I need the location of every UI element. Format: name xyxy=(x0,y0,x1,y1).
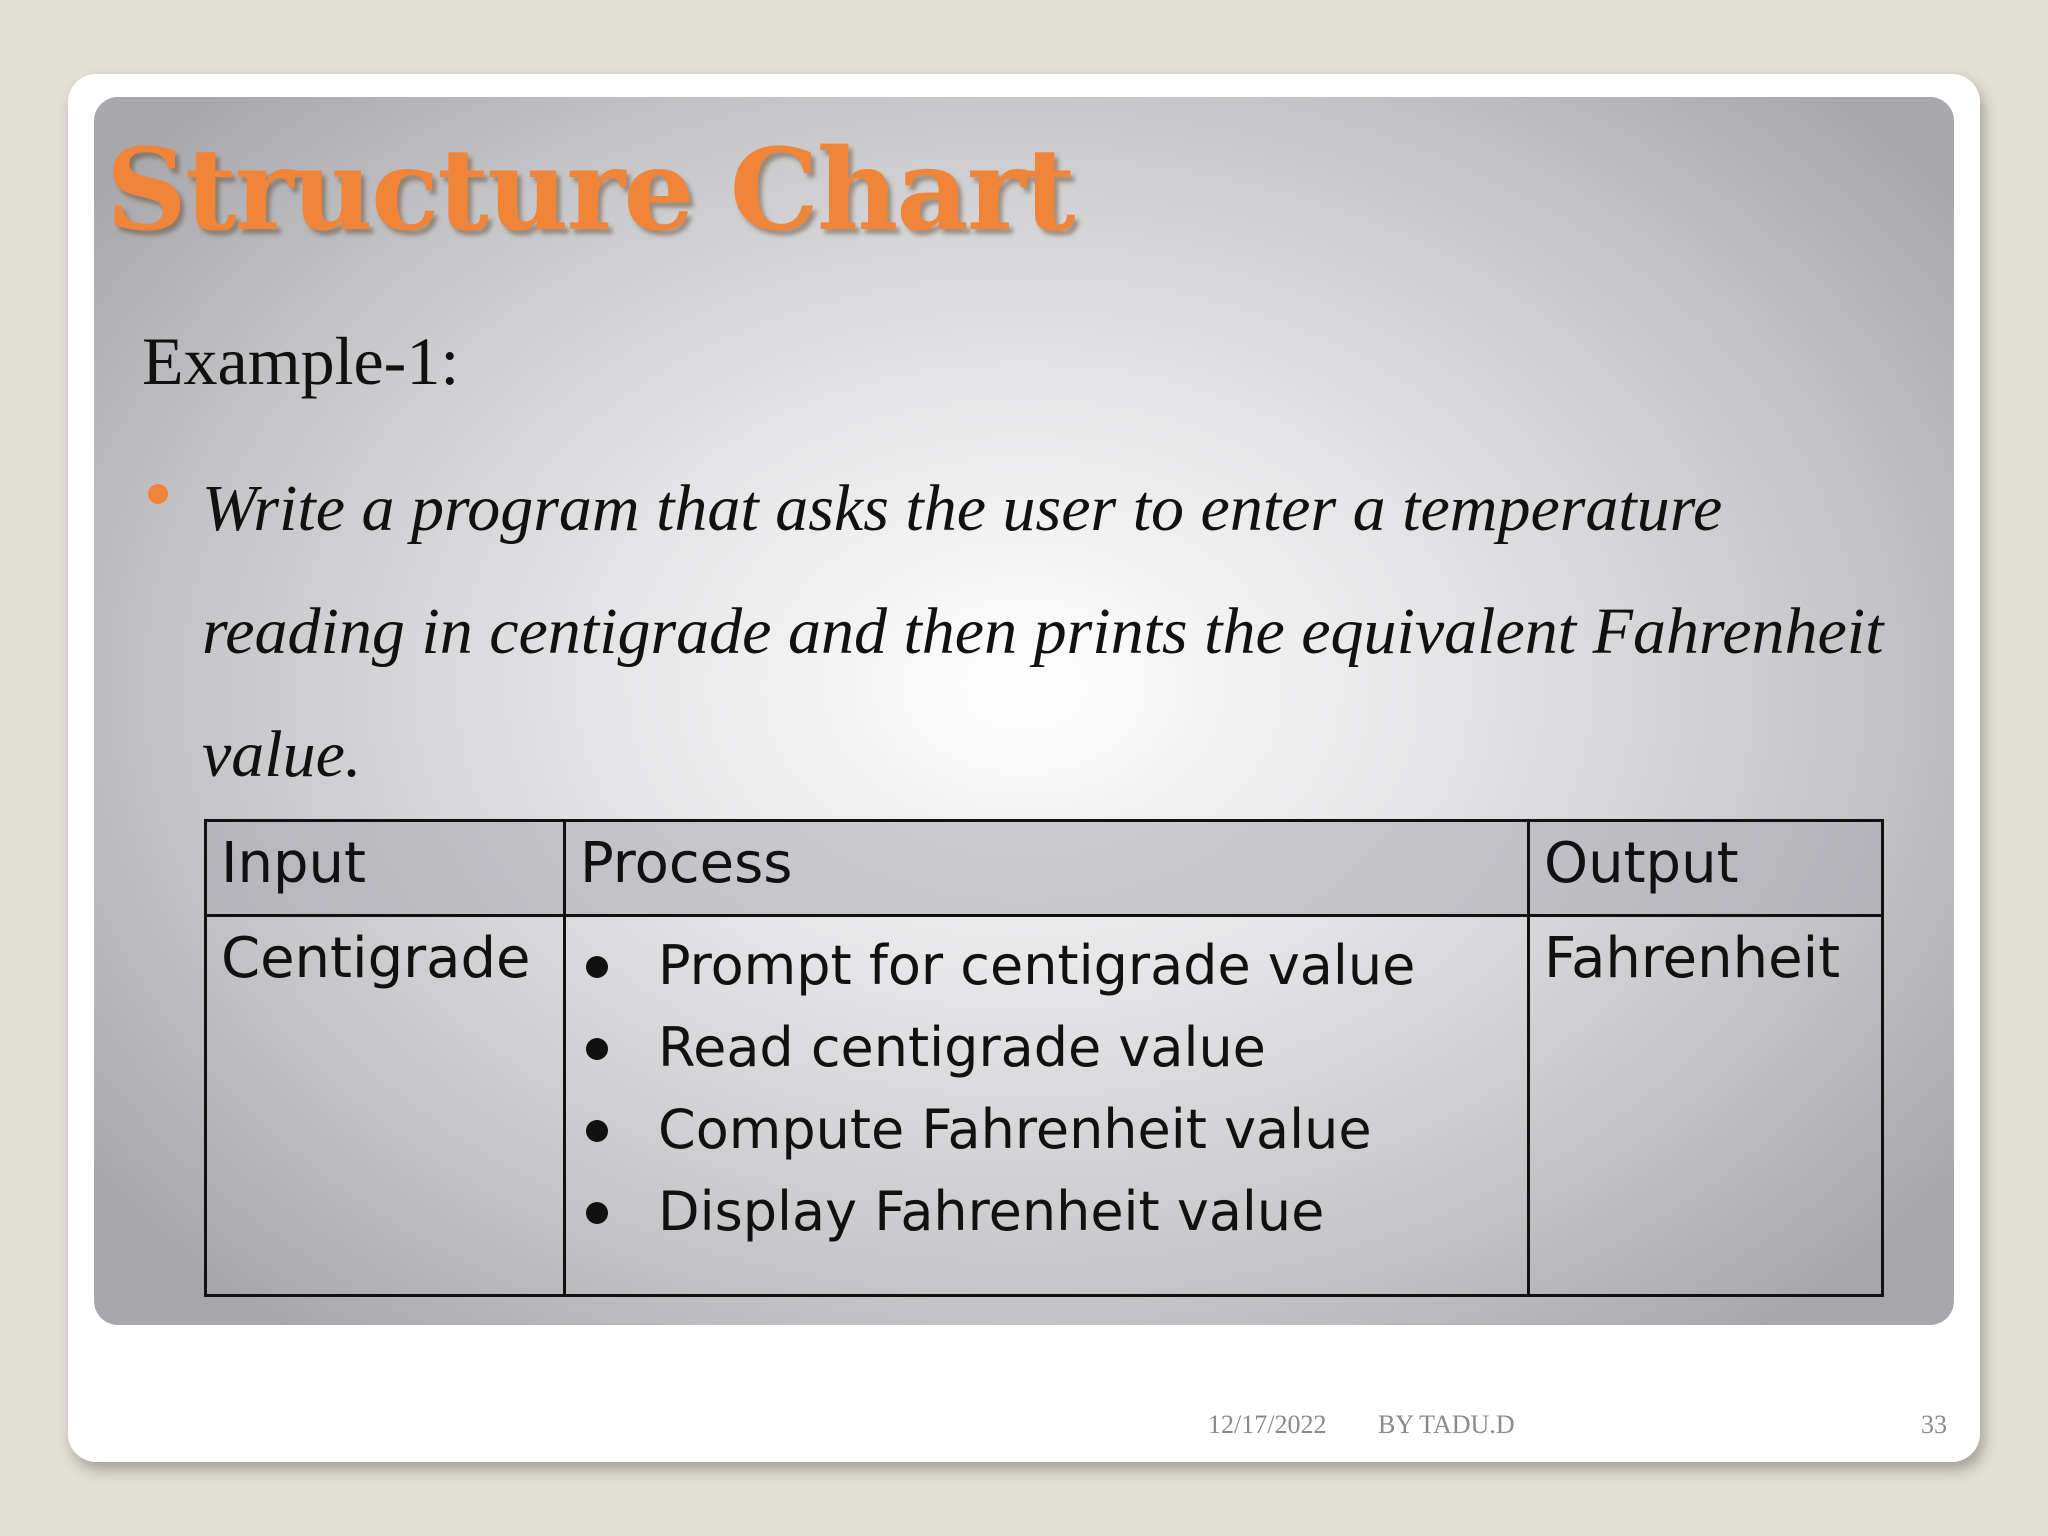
footer-author: BY TADU.D xyxy=(1378,1410,1515,1439)
output-cell: Fahrenheit xyxy=(1529,916,1883,1296)
process-step-text: Read centigrade value xyxy=(658,1016,1266,1079)
process-step xyxy=(580,1007,1513,1089)
process-step xyxy=(580,925,1513,1007)
task-description: Write a program that asks the user to enter a temperature reading in centigrade and then prints the equivalent Fahrenheit value. xyxy=(202,472,1884,791)
bullet-icon xyxy=(586,1202,608,1224)
header-input: Input xyxy=(206,821,565,916)
process-step-text: Display Fahrenheit value xyxy=(658,1180,1325,1243)
process-step xyxy=(580,1171,1513,1253)
slide-title: Structure Chart xyxy=(106,125,1074,256)
footer-page-number: 33 xyxy=(1921,1410,1947,1439)
process-steps-list xyxy=(580,925,1513,1253)
content-panel xyxy=(94,97,1954,1325)
header-process: Process xyxy=(565,821,1529,916)
process-step xyxy=(580,1089,1513,1171)
orange-bullet-icon xyxy=(148,484,168,504)
header-output: Output xyxy=(1529,821,1883,916)
ipo-table xyxy=(204,819,1884,1297)
process-step-text: Compute Fahrenheit value xyxy=(658,1098,1372,1161)
process-cell xyxy=(565,916,1529,1296)
table-header-row xyxy=(206,821,1883,916)
bullet-icon xyxy=(586,956,608,978)
process-step-text: Prompt for centigrade value xyxy=(658,934,1416,997)
footer-date: 12/17/2022 xyxy=(1208,1410,1327,1439)
table-row xyxy=(206,916,1883,1296)
example-label: Example-1: xyxy=(142,323,460,399)
bullet-icon xyxy=(586,1038,608,1060)
input-cell: Centigrade xyxy=(206,916,565,1296)
bullet-icon xyxy=(586,1120,608,1142)
